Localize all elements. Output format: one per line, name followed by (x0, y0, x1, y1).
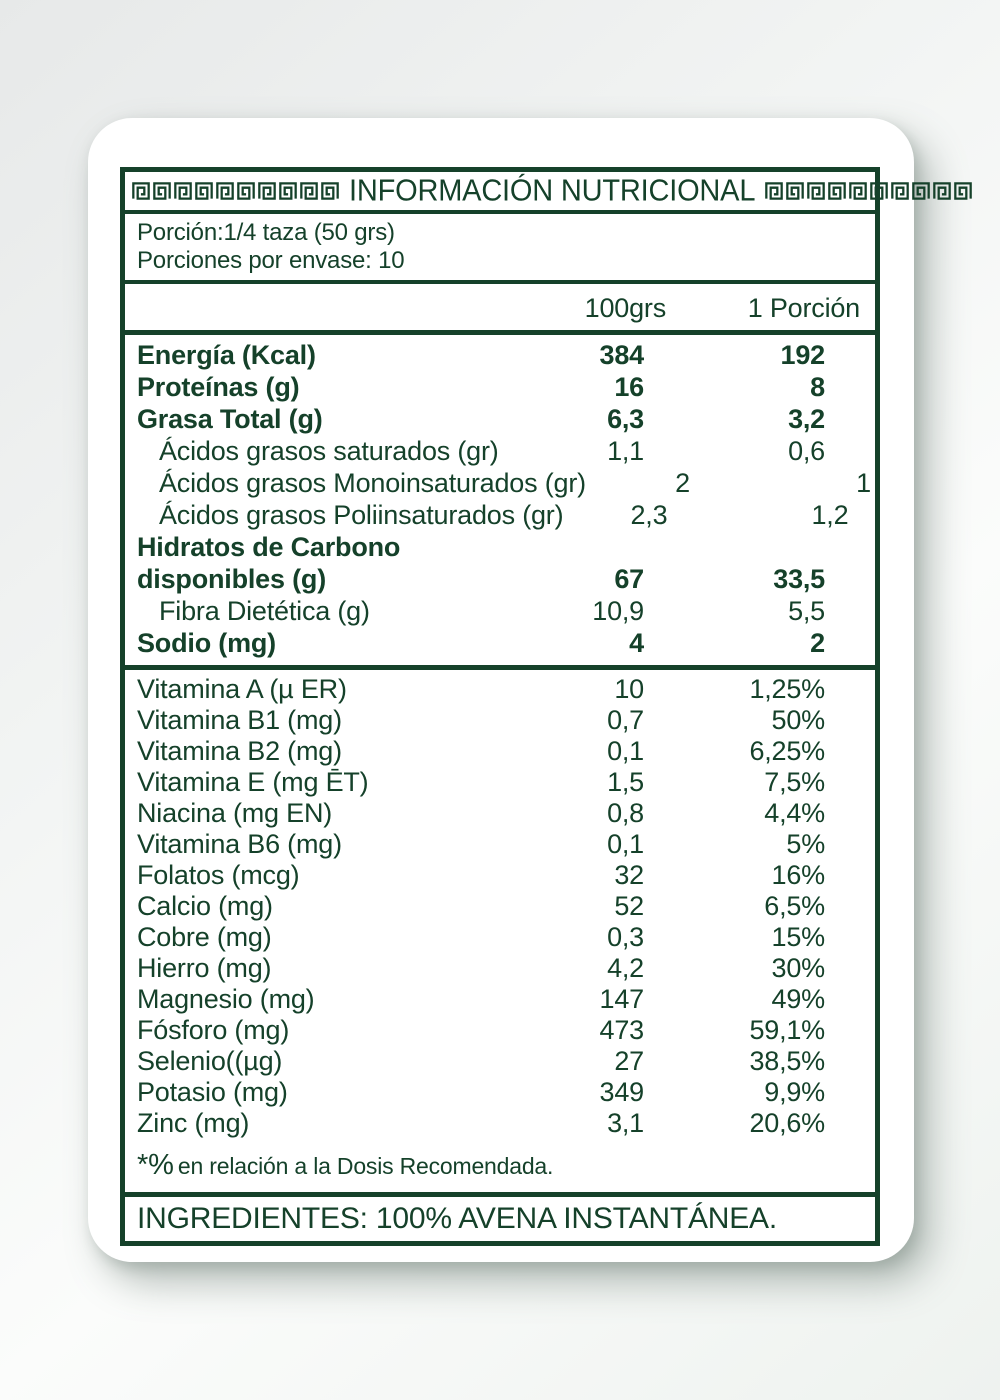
value-100g: 4,2 (607, 953, 644, 983)
greek-key-icon (765, 182, 783, 200)
row-label: Vitamina B1 (mg) (137, 705, 342, 735)
value-100g: 4 (629, 628, 644, 658)
value-portion: 2 (810, 628, 825, 658)
table-row (125, 705, 875, 736)
row-label: Niacina (mg EN) (137, 798, 333, 828)
greek-key-icon (279, 182, 297, 200)
value-100g: 1,1 (607, 436, 644, 466)
value-portion: 49% (771, 984, 825, 1014)
row-label: Vitamina E (mg ĒT) (137, 767, 369, 797)
value-100g: 10 (614, 674, 644, 704)
row-label: Calcio (mg) (137, 891, 273, 921)
table-row (125, 531, 875, 563)
greek-key-icon (849, 182, 867, 200)
greek-key-icon (786, 182, 804, 200)
table-row (125, 922, 875, 953)
row-label: Ácidos grasos Monoinsaturados (gr) (159, 468, 586, 498)
value-100g: 0,1 (607, 736, 644, 766)
row-label: Ácidos grasos Poliinsaturados (gr) (159, 500, 564, 530)
ingredients-text: INGREDIENTES: 100% AVENA INSTANTÁNEA. (137, 1202, 778, 1235)
table-row (125, 860, 875, 891)
column-header-100g: 100grs (584, 293, 666, 323)
table-row (125, 767, 875, 798)
column-header-row (125, 284, 875, 335)
table-row (125, 467, 875, 499)
table-row (125, 984, 875, 1015)
table-row (125, 563, 875, 595)
table-row (125, 891, 875, 922)
table-title-strip (125, 172, 875, 214)
value-100g (540, 531, 690, 563)
greek-key-icon (174, 182, 192, 200)
greek-key-icon (321, 182, 339, 200)
row-label: Magnesio (mg) (137, 984, 315, 1014)
value-portion: 8 (810, 372, 825, 402)
value-portion: 0,6 (788, 436, 825, 466)
row-label: Grasa Total (g) (137, 404, 323, 434)
row-label: Vitamina B2 (mg) (137, 736, 342, 766)
table-row (125, 595, 875, 627)
table-row (125, 499, 875, 531)
footnote-text: en relación a la Dosis Recomendada. (177, 1153, 554, 1179)
greek-key-icon (891, 182, 909, 200)
value-100g: 1,5 (607, 767, 644, 797)
greek-key-icon (828, 182, 846, 200)
greek-key-pattern-left (132, 182, 339, 200)
value-100g: 27 (614, 1046, 644, 1076)
row-label: Vitamina B6 (mg) (137, 829, 342, 859)
value-100g: 6,3 (607, 404, 644, 434)
value-portion: 38,5% (749, 1046, 825, 1076)
row-label: Folatos (mcg) (137, 860, 300, 890)
greek-key-pattern-right (765, 182, 972, 200)
value-100g: 2 (675, 468, 690, 498)
serving-info (125, 214, 875, 284)
table-row (125, 403, 875, 435)
table-row (125, 1108, 875, 1139)
micronutrients-section (125, 670, 875, 1197)
greek-key-icon (954, 182, 972, 200)
value-100g: 349 (599, 1077, 644, 1107)
table-row (125, 435, 875, 467)
value-portion: 1 (856, 468, 871, 498)
value-100g: 10,9 (592, 596, 644, 626)
table-row (125, 1015, 875, 1046)
greek-key-icon (132, 182, 150, 200)
greek-key-icon (153, 182, 171, 200)
greek-key-icon (912, 182, 930, 200)
greek-key-icon (216, 182, 234, 200)
greek-key-icon (237, 182, 255, 200)
row-label: Energía (Kcal) (137, 340, 316, 370)
nutrition-table (120, 167, 880, 1246)
table-row (125, 829, 875, 860)
table-row (125, 674, 875, 705)
table-row (125, 627, 875, 659)
value-portion: 6,5% (764, 891, 825, 921)
greek-key-icon (300, 182, 318, 200)
table-title: INFORMACIÓN NUTRICIONAL (349, 173, 756, 208)
row-label: Cobre (mg) (137, 922, 272, 952)
table-row (125, 339, 875, 371)
value-portion: 5% (786, 829, 825, 859)
nutrition-label-card (88, 118, 914, 1262)
value-portion: 16% (771, 860, 825, 890)
value-100g: 2,3 (630, 500, 668, 530)
value-portion: 15% (771, 922, 825, 952)
row-label: disponibles (g) (137, 564, 326, 594)
greek-key-icon (195, 182, 213, 200)
value-portion: 5,5 (788, 596, 825, 626)
footnote (125, 1139, 875, 1186)
row-label: Fibra Dietética (g) (159, 596, 370, 626)
footnote-symbol: *% (137, 1149, 174, 1181)
value-100g: 52 (614, 891, 644, 921)
value-100g: 473 (599, 1015, 644, 1045)
row-label: Fósforo (mg) (137, 1015, 290, 1045)
value-portion: 33,5 (773, 564, 825, 594)
value-portion: 30% (771, 953, 825, 983)
table-row (125, 736, 875, 767)
column-header-spacer (125, 293, 540, 324)
table-row (125, 953, 875, 984)
micronutrients-rows (125, 674, 875, 1139)
value-100g: 0,1 (607, 829, 644, 859)
table-row (125, 798, 875, 829)
value-portion: 50% (771, 705, 825, 735)
table-row (125, 1077, 875, 1108)
value-portion: 7,5% (764, 767, 825, 797)
value-portion (690, 531, 875, 563)
macronutrients-section (125, 335, 875, 670)
greek-key-icon (933, 182, 951, 200)
row-label: Vitamina A (µ ER) (137, 674, 347, 704)
row-label: Hidratos de Carbono (137, 532, 401, 562)
value-portion: 4,4% (764, 798, 825, 828)
value-100g: 0,8 (607, 798, 644, 828)
value-100g: 384 (599, 340, 644, 370)
greek-key-icon (870, 182, 888, 200)
table-row (125, 1046, 875, 1077)
value-portion: 59,1% (749, 1015, 825, 1045)
row-label: Hierro (mg) (137, 953, 272, 983)
table-row (125, 371, 875, 403)
value-100g: 32 (614, 860, 644, 890)
servings-per-container: Porciones por envase: 10 (137, 247, 405, 274)
value-portion: 3,2 (788, 404, 825, 434)
value-100g: 0,3 (607, 922, 644, 952)
value-portion: 9,9% (764, 1077, 825, 1107)
value-100g: 0,7 (607, 705, 644, 735)
greek-key-icon (258, 182, 276, 200)
value-portion: 20,6% (749, 1108, 825, 1138)
row-label: Ácidos grasos saturados (gr) (159, 436, 499, 466)
value-portion: 1,2 (811, 500, 849, 530)
greek-key-icon (807, 182, 825, 200)
value-100g: 16 (614, 372, 644, 402)
column-header-portion: 1 Porción (747, 293, 860, 323)
row-label: Proteínas (g) (137, 372, 300, 402)
row-label: Sodio (mg) (137, 628, 276, 658)
value-portion: 192 (780, 340, 825, 370)
serving-size: Porción:1/4 taza (50 grs) (137, 219, 395, 246)
value-portion: 1,25% (749, 674, 825, 704)
value-100g: 3,1 (607, 1108, 644, 1138)
ingredients-section (125, 1197, 875, 1241)
row-label: Zinc (mg) (137, 1108, 250, 1138)
value-portion: 6,25% (749, 736, 825, 766)
row-label: Selenio((µg) (137, 1046, 283, 1076)
value-100g: 67 (614, 564, 644, 594)
value-100g: 147 (599, 984, 644, 1014)
row-label: Potasio (mg) (137, 1077, 288, 1107)
